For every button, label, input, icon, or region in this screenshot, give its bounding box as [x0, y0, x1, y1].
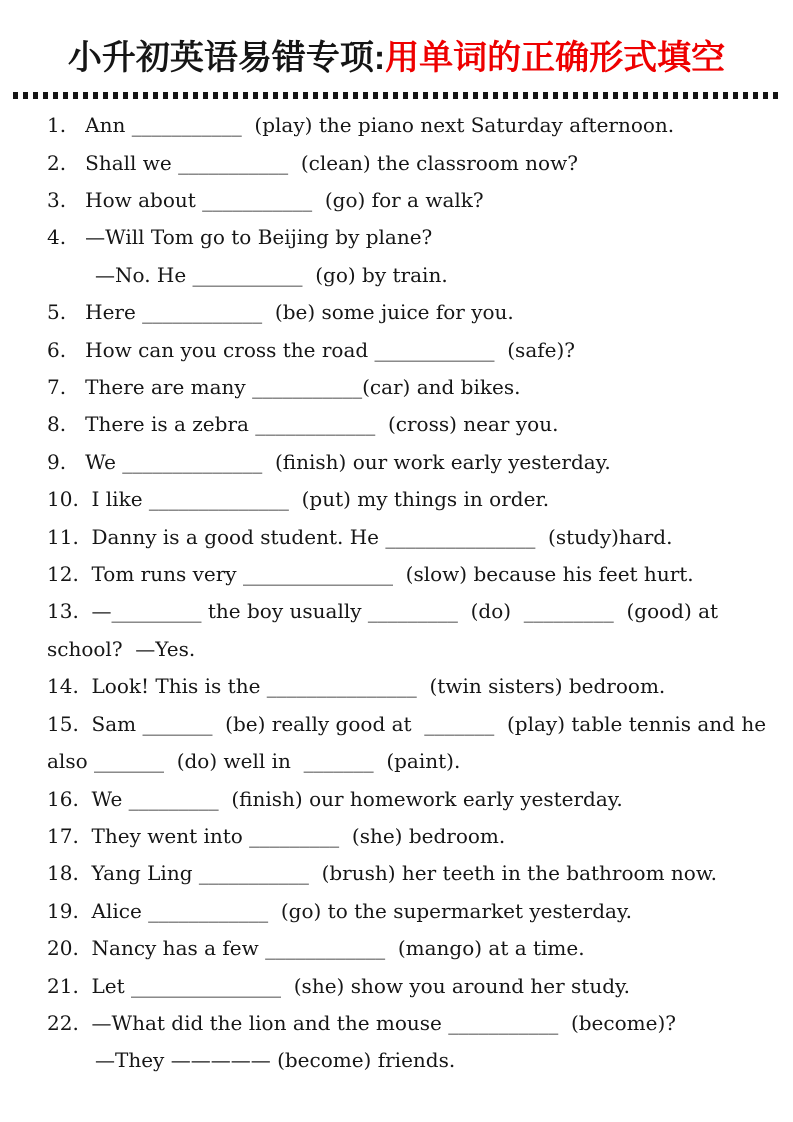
- exercise-line-4: 4. —Will Tom go to Beijing by plane?: [47, 225, 433, 250]
- exercise-line-22-reply: —They ————— (become) friends.: [95, 1048, 456, 1073]
- dotted-divider: [13, 92, 780, 99]
- exercise-line-20: 20. Nancy has a few ____________ (mango) at a time.: [47, 936, 585, 961]
- exercise-line-13-continued: school? —Yes.: [47, 636, 196, 661]
- exercise-list: [47, 107, 768, 1080]
- exercise-line-5: 5. Here ____________ (be) some juice for you.: [47, 300, 514, 325]
- exercise-line-3: 3. How about ___________ (go) for a walk?: [47, 188, 484, 212]
- exercise-line-13: 13. —_________ the boy usually _________ (do) _________ (good) at: [47, 599, 719, 624]
- exercise-line-22: 22. —What did the lion and the mouse ___________ (become)?: [47, 1010, 676, 1035]
- exercise-line-1: 1. Ann ___________ (play) the piano next Saturday afternoon.: [47, 113, 675, 138]
- title-red-segment: 用单词的正确形式填空: [385, 39, 726, 77]
- exercise-line-2: 2. Shall we ___________ (clean) the classroom now?: [47, 150, 578, 175]
- exercise-line-17: 17. They went into _________ (she) bedroom.: [47, 823, 506, 848]
- title-black-segment: 小升初英语易错专项:: [67, 39, 386, 77]
- exercise-line-8: 8. There is a zebra ____________ (cross) near you.: [47, 412, 559, 437]
- exercise-line-11: 11. Danny is a good student. He _______________ (study)hard.: [47, 524, 673, 549]
- exercise-line-10: 10. I like ______________ (put) my things in order.: [47, 487, 550, 512]
- exercise-line-15: 15. Sam _______ (be) really good at _______ (play) table tennis and he: [47, 711, 767, 736]
- exercise-line-19: 19. Alice ____________ (go) to the supermarket yesterday.: [47, 898, 632, 923]
- exercise-line-7: 7. There are many ___________(car) and bikes.: [47, 375, 521, 400]
- exercise-line-21: 21. Let _______________ (she) show you around her study.: [47, 973, 630, 998]
- exercise-line-14: 14. Look! This is the _______________ (twin sisters) bedroom.: [47, 674, 666, 699]
- exercise-line-12: 12. Tom runs very _______________ (slow) because his feet hurt.: [47, 562, 694, 587]
- exercise-line-16: 16. We _________ (finish) our homework early yesterday.: [47, 786, 623, 811]
- exercise-line-15-continued: also _______ (do) well in _______ (paint).: [47, 749, 461, 774]
- exercise-line-9: 9. We ______________ (finish) our work early yesterday.: [47, 449, 611, 474]
- exercise-line-4-reply: —No. He ___________ (go) by train.: [95, 262, 448, 287]
- exercise-line-6: 6. How can you cross the road ____________ (safe)?: [47, 337, 576, 362]
- page-title: [10, 36, 783, 80]
- exercise-line-18: 18. Yang Ling ___________ (brush) her teeth in the bathroom now.: [47, 861, 717, 886]
